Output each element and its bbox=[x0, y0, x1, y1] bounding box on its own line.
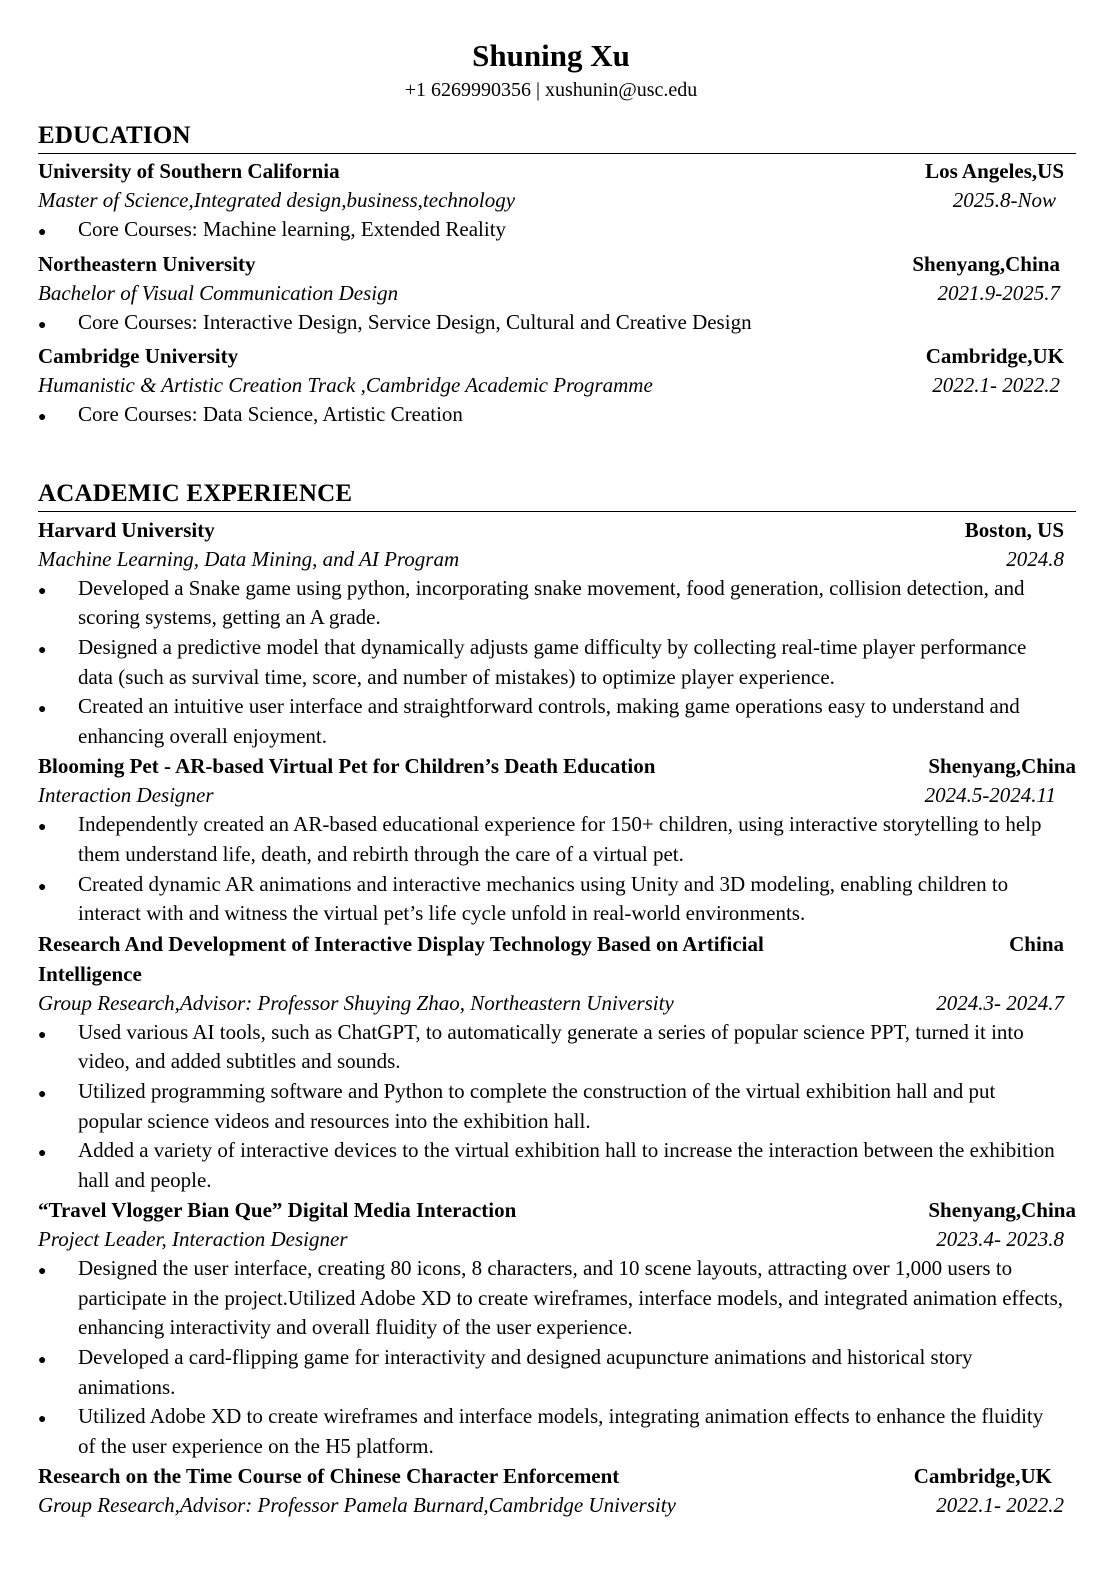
education-entry bbox=[38, 341, 1064, 430]
bullet-icon: ● bbox=[38, 702, 47, 718]
dates: 2024.3- 2024.7 bbox=[936, 990, 1064, 1015]
dates: 2023.4- 2023.8 bbox=[936, 1227, 1064, 1252]
achievement-list bbox=[38, 574, 1064, 752]
degree: Humanistic & Artistic Creation Track ,Cambridge Academic Programme bbox=[38, 373, 653, 398]
dates: 2021.9-2025.7 bbox=[937, 280, 1060, 305]
experience-location: Shenyang,China bbox=[928, 1198, 1076, 1223]
experience-title: Research And Development of Interactive Display Technology Based on Artificial Intelligence bbox=[38, 931, 764, 986]
dates: 2022.1- 2022.2 bbox=[936, 1493, 1064, 1518]
education-entry bbox=[38, 249, 1064, 338]
education-section bbox=[38, 121, 1064, 430]
list-item: ● Developed a card-flipping game for interactivity and designed acupuncture animations and historical story animations. bbox=[38, 1345, 973, 1399]
experience-title: “Travel Vlogger Bian Que” Digital Media Interaction bbox=[38, 1198, 517, 1223]
experience-location: China bbox=[1009, 931, 1064, 956]
bullet-icon: ● bbox=[38, 1027, 47, 1043]
course-list bbox=[38, 308, 1064, 338]
candidate-name: Shuning Xu bbox=[472, 38, 630, 73]
course-list bbox=[38, 215, 1064, 245]
list-item: ● Independently created an AR-based educational experience for 150+ children, using interactive storytelling to help them understand life, death, and rebirth through the care of a virtual pet. bbox=[38, 812, 1042, 866]
academic-section bbox=[38, 479, 1076, 1521]
education-entry bbox=[38, 156, 1064, 245]
resume-header bbox=[38, 0, 1064, 102]
course-list bbox=[38, 400, 1064, 430]
institution-name: Northeastern University bbox=[38, 251, 256, 276]
experience-role: Project Leader, Interaction Designer bbox=[38, 1227, 348, 1252]
dates: 2022.1- 2022.2 bbox=[932, 373, 1060, 398]
list-item: ● Created dynamic AR animations and interactive mechanics using Unity and 3D modeling, enabling children to interact with and witness the virtual pet’s life cycle unfold in real-world environments. bbox=[38, 871, 1009, 926]
institution-location: Shenyang,China bbox=[912, 251, 1060, 276]
section-divider bbox=[38, 511, 1076, 512]
dates: 2024.8 bbox=[1006, 546, 1064, 571]
list-item: ● Created an intuitive user interface and straightforward controls, making game operations easy to understand and enhancing overall enjoyment. bbox=[38, 694, 1020, 748]
institution-name: University of Southern California bbox=[38, 159, 340, 183]
list-item: ● Designed the user interface, creating 80 icons, 8 characters, and 10 scene layouts, attracting over 1,000 users to participate in the project.Utilized Adobe XD to create wireframes, interface models, and integrated animation effects, enhancing interactivity and overall fluidity of the user experience. bbox=[38, 1256, 1064, 1340]
list-item: ● Utilized programming software and Python to complete the construction of the virtual exhibition hall and put popular science videos and resources into the exhibition hall. bbox=[38, 1078, 996, 1133]
experience-entry bbox=[38, 751, 1076, 928]
bullet-icon: ● bbox=[38, 1353, 47, 1369]
section-title-education: EDUCATION bbox=[38, 122, 191, 149]
experience-entry bbox=[38, 515, 1064, 752]
experience-entry bbox=[38, 929, 1064, 1196]
bullet-icon: ● bbox=[38, 1412, 47, 1428]
experience-title: Blooming Pet - AR-based Virtual Pet for Children’s Death Education bbox=[38, 754, 656, 779]
bullet-icon: ● bbox=[38, 317, 47, 333]
section-divider bbox=[38, 153, 1076, 154]
institution-location: Cambridge,UK bbox=[925, 344, 1064, 369]
contact-info: +1 6269990356 | xushunin@usc.edu bbox=[404, 79, 698, 101]
experience-role: Interaction Designer bbox=[38, 783, 214, 808]
list-item: ● Core Courses: Data Science, Artistic Creation bbox=[38, 400, 1064, 430]
achievement-list bbox=[38, 1254, 1064, 1461]
list-item: ● Utilized Adobe XD to create wireframes and interface models, integrating animation effects to enhance the fluidity of the user experience on the H5 platform. bbox=[38, 1404, 1044, 1458]
experience-title: Research on the Time Course of Chinese Character Enforcement bbox=[38, 1464, 620, 1489]
experience-entry bbox=[38, 1461, 1064, 1520]
list-item: ● Added a variety of interactive devices to the virtual exhibition hall to increase the interaction between the exhibition hall and people. bbox=[38, 1138, 1055, 1192]
list-item: ● Used various AI tools, such as ChatGPT, to automatically generate a series of popular science PPT, turned it into video, and added subtitles and sounds. bbox=[38, 1019, 1024, 1074]
list-item: ● Core Courses: Machine learning, Extended Reality bbox=[38, 215, 1064, 245]
experience-location: Shenyang,China bbox=[928, 754, 1076, 779]
bullet-icon: ● bbox=[38, 1146, 47, 1162]
bullet-icon: ● bbox=[38, 879, 47, 895]
experience-role: Machine Learning, Data Mining, and AI Program bbox=[38, 546, 460, 571]
experience-entry bbox=[38, 1195, 1076, 1461]
achievement-list bbox=[38, 1018, 1064, 1196]
list-item: ● Designed a predictive model that dynamically adjusts game difficulty by collecting real-time player performance data (such as survival time, score, and number of mistakes) to optimize player experience. bbox=[38, 634, 1027, 689]
dates: 2025.8-Now bbox=[952, 188, 1056, 212]
degree: Master of Science,Integrated design,business,technology bbox=[38, 188, 516, 212]
bullet-icon: ● bbox=[38, 225, 47, 240]
degree: Bachelor of Visual Communication Design bbox=[38, 280, 399, 305]
experience-role: Group Research,Advisor: Professor Pamela Burnard,Cambridge University bbox=[38, 1493, 676, 1518]
bullet-icon: ● bbox=[38, 1264, 47, 1280]
bullet-icon: ● bbox=[38, 1086, 47, 1102]
achievement-list bbox=[38, 810, 1064, 928]
bullet-icon: ● bbox=[38, 642, 47, 658]
bullet-icon: ● bbox=[38, 410, 47, 426]
bullet-icon: ● bbox=[38, 583, 47, 599]
experience-title: Harvard University bbox=[38, 517, 215, 542]
list-item: ● Developed a Snake game using python, incorporating snake movement, food generation, collision detection, and scoring systems, getting an A grade. bbox=[38, 575, 1025, 630]
experience-location: Cambridge,UK bbox=[913, 1464, 1052, 1489]
experience-location: Boston, US bbox=[964, 517, 1064, 542]
bullet-icon: ● bbox=[38, 820, 47, 836]
experience-role: Group Research,Advisor: Professor Shuying Zhao, Northeastern University bbox=[38, 990, 674, 1015]
institution-name: Cambridge University bbox=[38, 344, 239, 369]
list-item: ● Core Courses: Interactive Design, Service Design, Cultural and Creative Design bbox=[38, 308, 1064, 338]
institution-location: Los Angeles,US bbox=[925, 159, 1064, 183]
section-title-academic: ACADEMIC EXPERIENCE bbox=[38, 479, 353, 507]
dates: 2024.5-2024.11 bbox=[924, 783, 1056, 808]
